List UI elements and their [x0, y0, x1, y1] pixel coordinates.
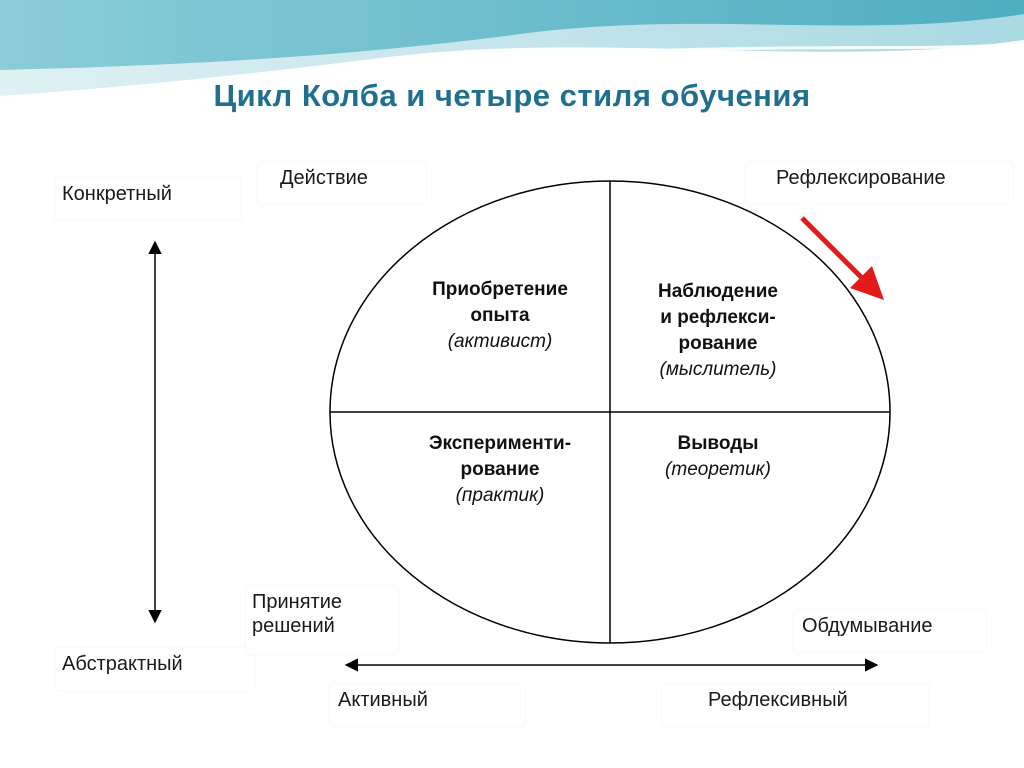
quadrant-reflection-line2: и рефлекси-	[660, 307, 776, 328]
quadrant-experimentation-line1: Эксперименти-	[428, 433, 572, 454]
label-concrete: Конкретный	[56, 178, 240, 220]
quadrant-conclusions	[618, 431, 818, 483]
label-active: Активный	[330, 684, 524, 726]
quadrant-reflection	[618, 279, 818, 383]
quadrant-experience-line2: опыта	[470, 305, 530, 326]
quadrant-experience	[400, 277, 600, 355]
quadrant-experience-line1: Приобретение	[432, 279, 568, 300]
quadrant-reflection-line1: Наблюдение	[658, 281, 778, 302]
quadrant-conclusions-style: (теоретик)	[665, 459, 771, 480]
quadrant-experience-style: (активист)	[447, 331, 553, 352]
label-thinking: Обдумывание	[794, 610, 986, 652]
quadrant-experimentation-line2: рование	[460, 459, 540, 480]
label-decision-line1: Принятие	[252, 591, 342, 613]
label-action: Действие	[258, 162, 426, 204]
label-decision-making	[246, 586, 398, 654]
quadrant-experimentation	[400, 431, 600, 509]
label-reflecting: Рефлексирование	[746, 162, 1012, 204]
quadrant-experimentation-style: (практик)	[455, 485, 545, 506]
page-title: Цикл Колба и четыре стиля обучения	[213, 78, 811, 113]
label-abstract: Абстрактный	[56, 648, 254, 690]
label-reflective: Рефлексивный	[662, 684, 928, 726]
quadrant-conclusions-line1: Выводы	[677, 433, 759, 454]
quadrant-reflection-line3: рование	[678, 333, 758, 354]
label-decision-line2: решений	[252, 615, 335, 637]
quadrant-reflection-style: (мыслитель)	[659, 359, 777, 380]
